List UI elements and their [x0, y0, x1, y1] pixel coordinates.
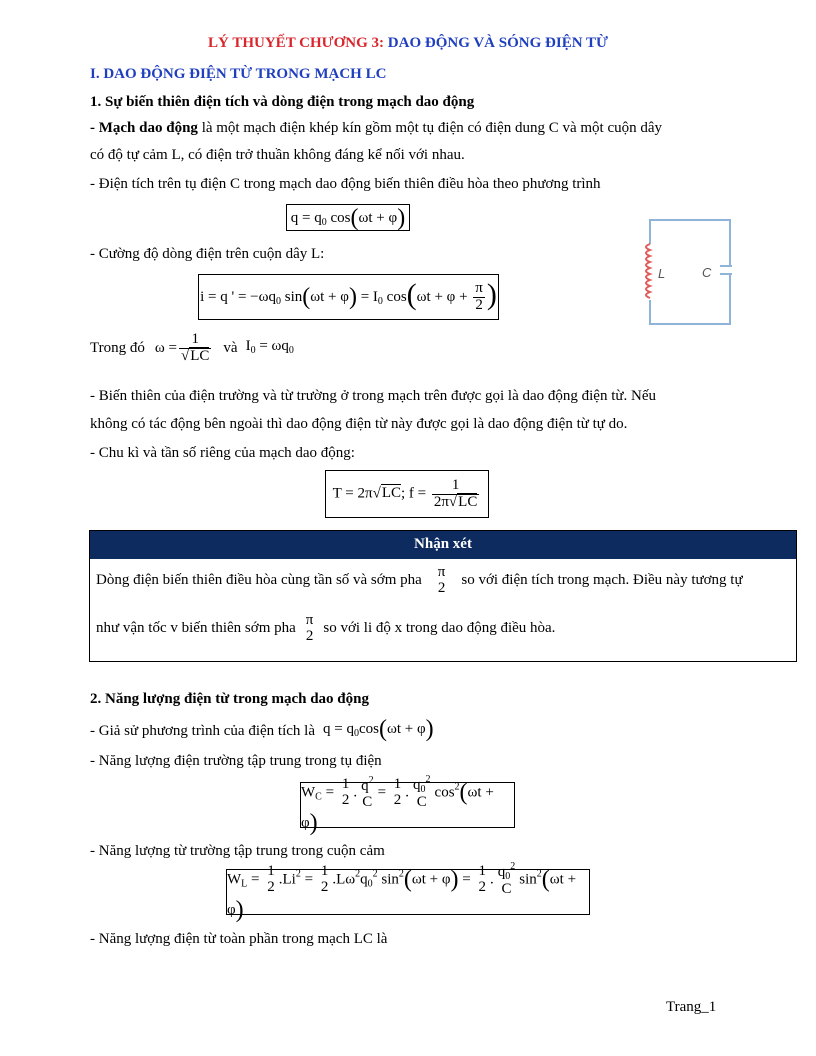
- remark-line-2-b: so với li độ x trong dao động điều hòa.: [323, 620, 556, 637]
- paragraph-where: Trong đó ω = $\frac{1}{√LC}$ và $I_0 = \omega q_0$: [90, 331, 294, 364]
- title-part-1: LÝ THUYẾT CHƯƠNG 3:: [208, 35, 385, 51]
- definition-term: - Mạch dao động: [90, 120, 198, 136]
- document-title: [0, 35, 816, 52]
- remark-line-2-a: như vận tốc v biến thiên sớm pha: [96, 620, 296, 637]
- remark-heading: Nhận xét: [90, 531, 796, 559]
- paragraph-charge: - Điện tích trên tụ điện C trong mạch dao động biến thiên điều hòa theo phương trình: [90, 176, 601, 192]
- paragraph-em-oscillation-1: - Biến thiên của điện trường và từ trường ở trong mạch trên được gọi là dao động điện từ. Nếu: [90, 388, 656, 404]
- and-label: và: [223, 340, 238, 357]
- paragraph-definition: [90, 117, 662, 139]
- formula-electric-energy: $W_C$ = 1 2 . $q^2$ C = 1 2 . $q_0^2$ C $\cos^2(\omega t + \varphi)$: [300, 782, 515, 828]
- subsection-heading-2: 2. Năng lượng điện từ trong mạch dao động: [90, 691, 369, 707]
- charge-assumption-text: - Giả sử phương trình của điện tích là: [90, 723, 315, 739]
- inductor-label: L: [658, 266, 666, 281]
- remark-line-1-a: Dòng điện biến thiên điều hòa cùng tần số và sớm pha: [96, 572, 422, 589]
- remark-line-1-b: so với điện tích trong mạch. Điều này tương tự: [461, 572, 743, 589]
- paragraph-magnetic-energy: - Năng lượng từ trường tập trung trong cuộn cảm: [90, 843, 385, 859]
- paragraph-period: - Chu kì và tần số riêng của mạch dao động:: [90, 445, 355, 461]
- page-number: Trang_1: [666, 999, 717, 1015]
- paragraph-electric-energy: - Năng lượng điện trường tập trung trong tụ điện: [90, 753, 382, 769]
- formula-charge: $q = q_0$ cos(ωt + φ): [286, 204, 410, 231]
- paragraph-em-oscillation-2: không có tác động bên ngoài thì dao động điện từ này được gọi là dao động điện từ tự do.: [90, 416, 628, 432]
- formula-magnetic-energy: $W_L$ = 1 2 $.Li^2$ = 1 2 $.L\omega^2q_0^2$ $\sin^2(\omega t + \varphi)$ = 1 2 . $q_0^2$ C $\sin^2(\omega t + \varphi)$: [226, 869, 590, 915]
- section-heading-1: I. DAO ĐỘNG ĐIỆN TỪ TRONG MẠCH LC: [90, 66, 387, 82]
- capacitor-label: C: [702, 265, 712, 280]
- paragraph-current: - Cường độ dòng điện trên cuộn dây L:: [90, 246, 325, 262]
- remark-box: [89, 530, 797, 662]
- title-part-2: DAO ĐỘNG VÀ SÓNG ĐIỆN TỪ: [387, 35, 608, 51]
- subsection-heading-1: 1. Sự biến thiên điện tích và dòng điện trong mạch dao động: [90, 94, 475, 110]
- remark-line-1: Dòng điện biến thiên điều hòa cùng tần số và sớm pha π 2 so với điện tích trong mạch. Điều này tương tự: [96, 564, 743, 596]
- lc-circuit-diagram: [632, 216, 732, 328]
- formula-period-frequency: T = 2π√LC; f = $\frac{1}{2\pi√LC}$: [325, 470, 489, 518]
- definition-text: là một mạch điện khép kín gồm một tụ điện có điện dung C và một cuộn dây: [197, 120, 663, 136]
- paragraph-definition-line2: có độ tự cảm L, có điện trở thuần không đáng kể nối với nhau.: [90, 147, 465, 163]
- formula-current: i = q ' = $-\omega q_0$ $\sin(\omega t + \varphi) = I_0$ cos(ωt + φ + $\frac{\pi}{2}$ ): [198, 274, 499, 320]
- paragraph-total-energy: - Năng lượng điện từ toàn phần trong mạch LC là: [90, 931, 388, 947]
- remark-line-2: như vận tốc v biến thiên sớm pha π 2 so với li độ x trong dao động điều hòa.: [96, 612, 556, 644]
- where-label: Trong đó: [90, 340, 145, 357]
- paragraph-charge-assumption: - Giả sử phương trình của điện tích là $q = q_0\cos(\omega t + \varphi)$: [90, 716, 434, 742]
